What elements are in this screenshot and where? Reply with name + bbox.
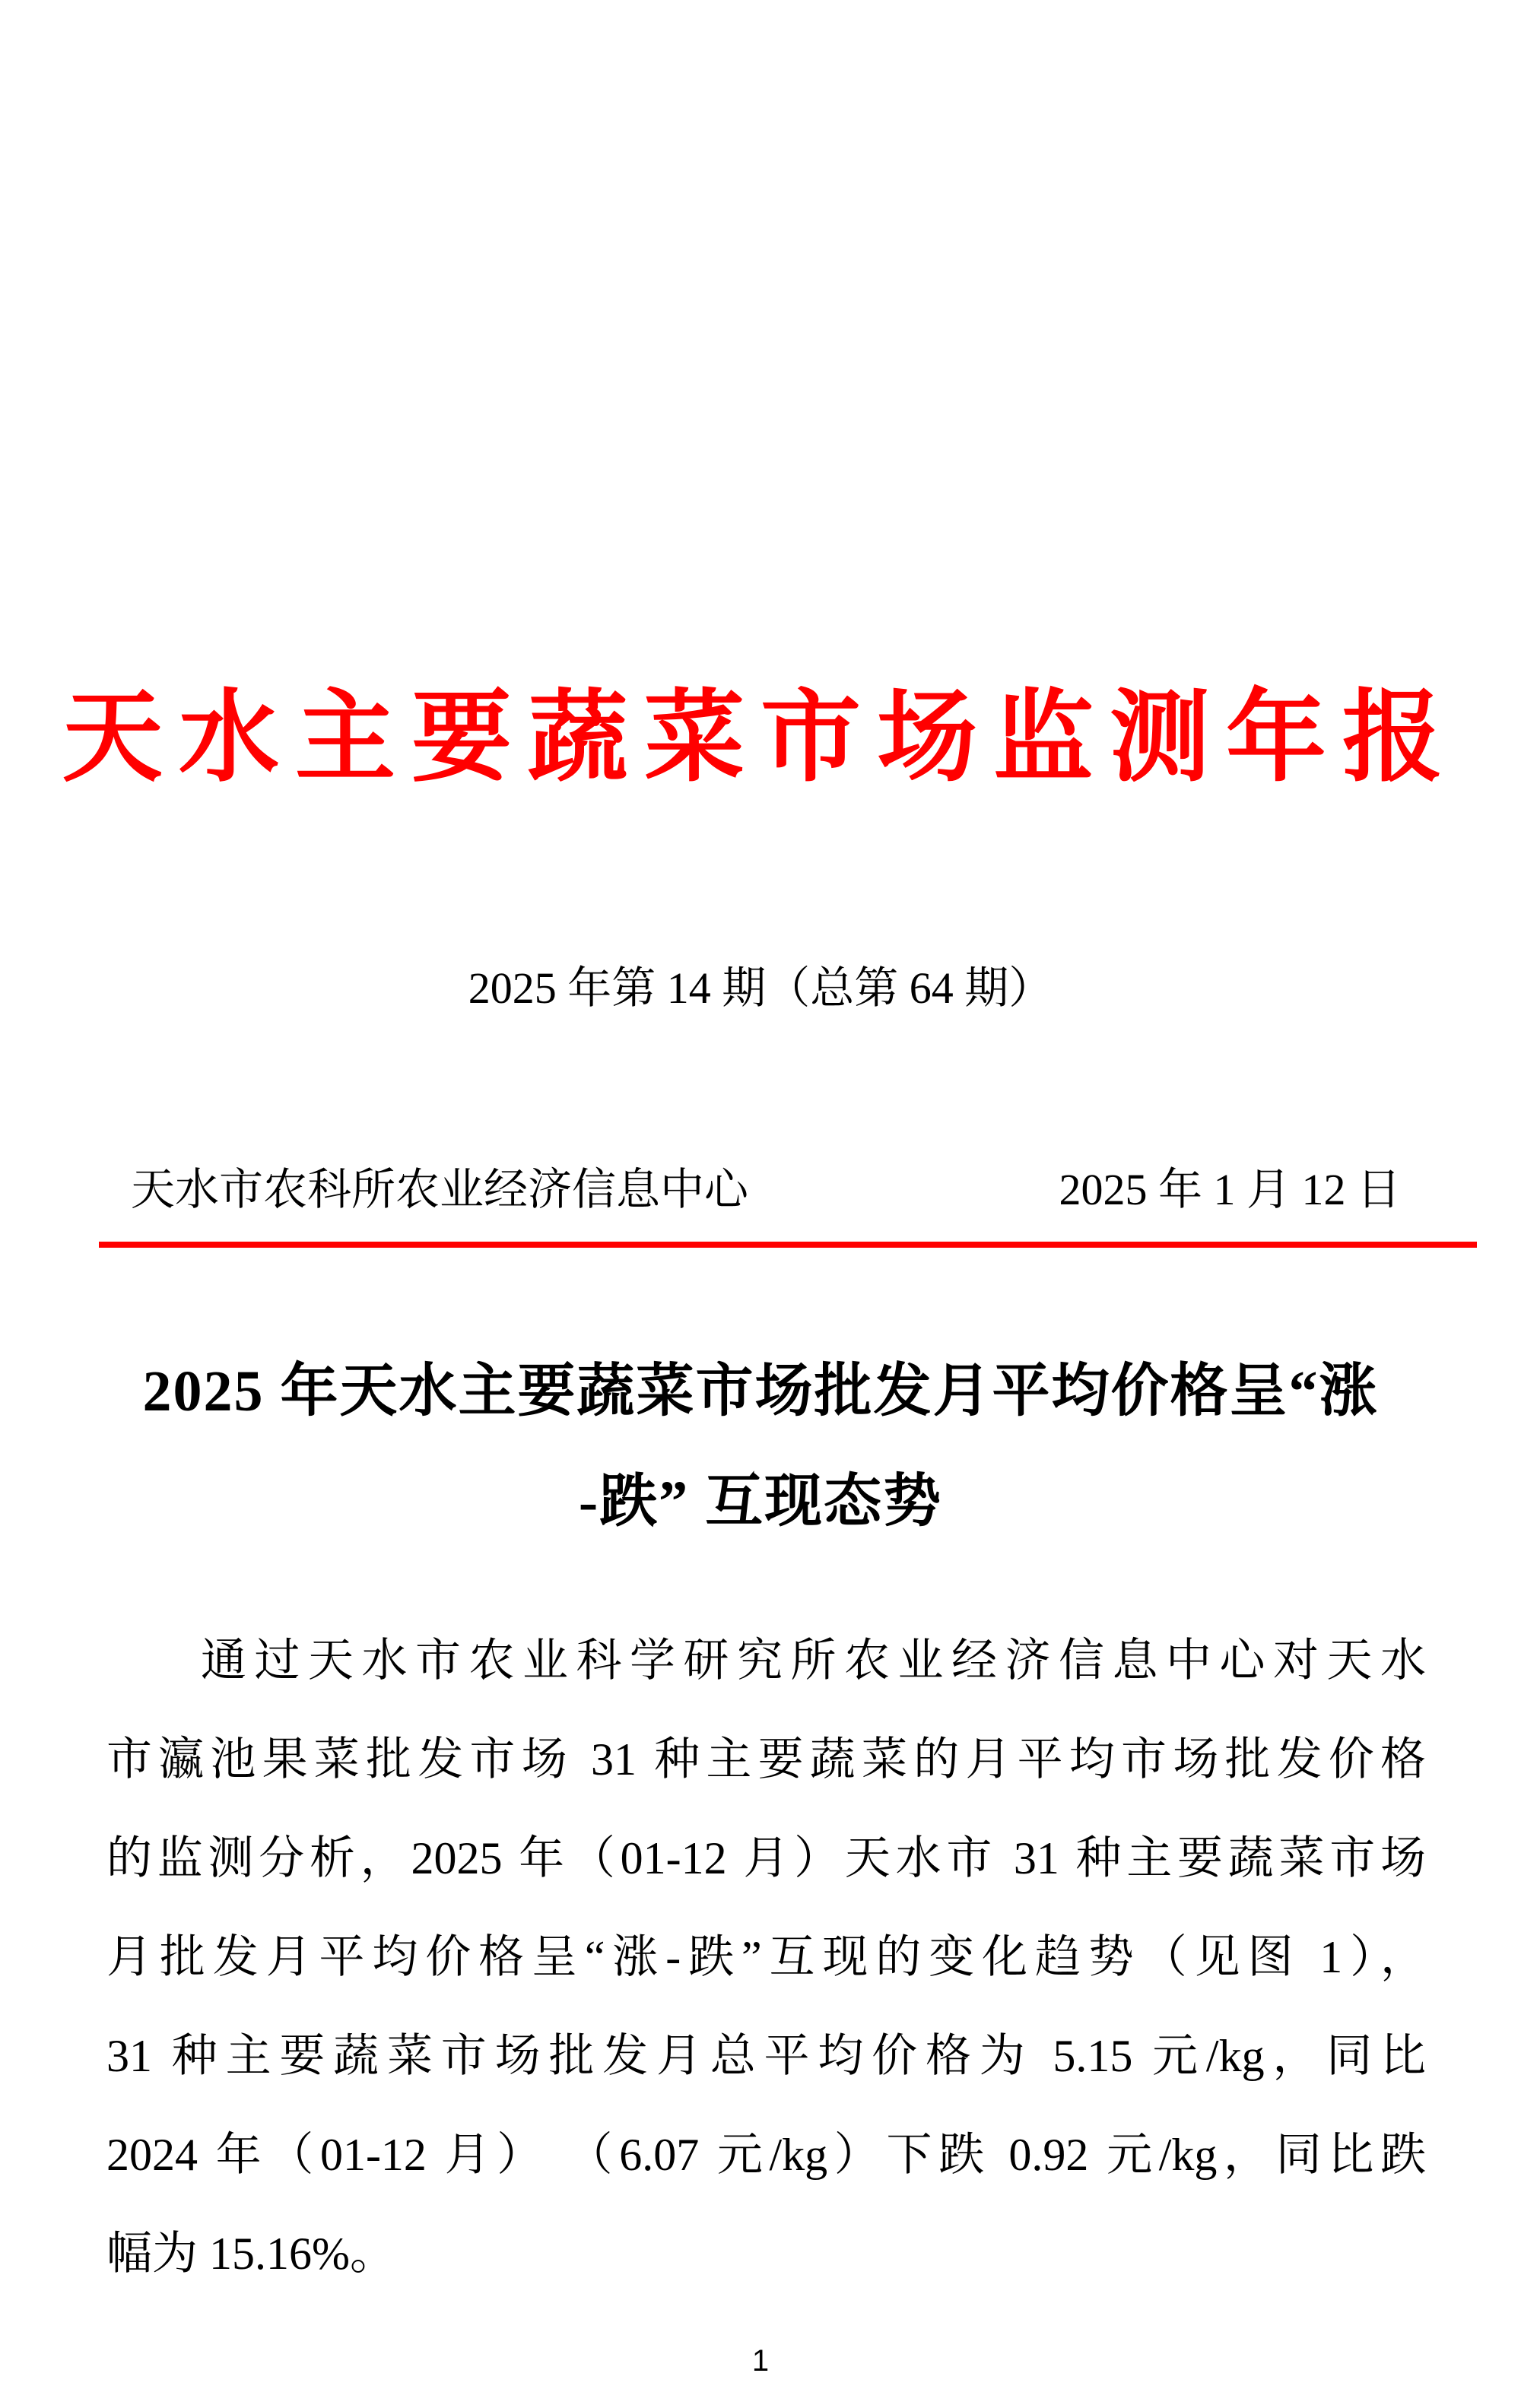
publication-date: 2025 年 1 月 12 日 bbox=[1059, 1165, 1401, 1214]
body-line: 市瀛池果菜批发市场 31 种主要蔬菜的月平均市场批发价格 bbox=[106, 1734, 1426, 1785]
article-heading bbox=[68, 1337, 1453, 1557]
publisher-name: 天水市农科所农业经济信息中心 bbox=[131, 1165, 749, 1214]
page-number: 1 bbox=[751, 2344, 770, 2378]
article-heading-line-1: 2025 年天水主要蔬菜市场批发月平均价格呈“涨 bbox=[142, 1359, 1379, 1423]
body-line: 幅为 15.16%。 bbox=[106, 2229, 395, 2279]
body-line: 的监测分析，2025 年（01-12 月）天水市 31 种主要蔬菜市场 bbox=[106, 1833, 1426, 1883]
body-line: 通过天水市农业科学研究所农业经济信息中心对天水 bbox=[201, 1635, 1426, 1686]
body-line: 31 种主要蔬菜市场批发月总平均价格为 5.15 元/kg，同比 bbox=[106, 2031, 1426, 2081]
report-title: 天水主要蔬菜市场监测年报 bbox=[62, 682, 1459, 794]
body-line: 月批发月平均价格呈“涨-跌”互现的变化趋势（见图 1）， bbox=[106, 1932, 1426, 1982]
article-body-paragraph bbox=[106, 1611, 1426, 2303]
issue-number-line: 2025 年第 14 期（总第 64 期） bbox=[468, 963, 1053, 1013]
article-heading-line-2: -跌” 互现态势 bbox=[578, 1470, 943, 1534]
publisher-date-row bbox=[131, 1162, 1401, 1218]
masthead-divider-rule bbox=[99, 1242, 1477, 1248]
body-line: 2024 年（01-12 月） （6.07 元/kg）下跌 0.92 元/kg，同比跌 bbox=[106, 2130, 1426, 2180]
